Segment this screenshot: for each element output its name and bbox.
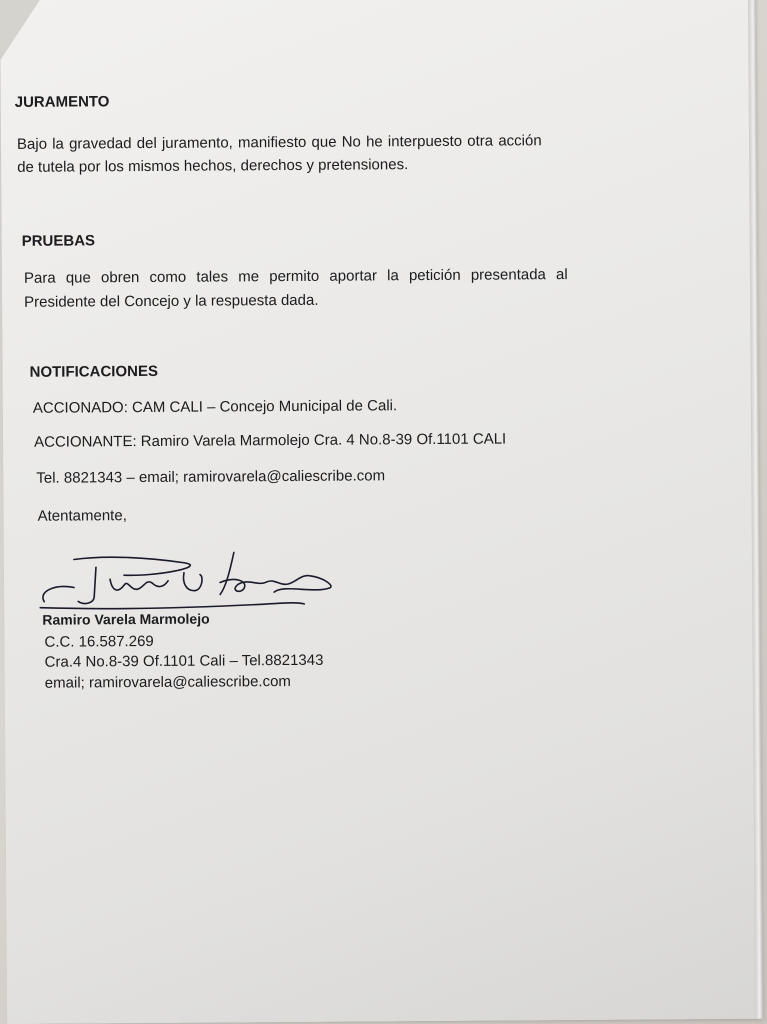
page-corner-fold — [0, 0, 40, 60]
signer-address: Cra.4 No.8-39 Of.1101 Cali – Tel.8821343 — [44, 651, 324, 671]
pruebas-line-1: Para que obren como tales me permito aportar la petición presentada al — [23, 266, 568, 287]
signer-email: email; ramirovarela@caliescribe.com — [44, 672, 291, 692]
pruebas-line-2: Presidente del Concejo y la respuesta dada. — [24, 291, 319, 311]
pruebas-heading: PRUEBAS — [21, 232, 96, 250]
contact-line: Tel. 8821343 – email; ramirovarela@caliescribe.com — [36, 467, 386, 487]
juramento-line-1: Bajo la gravedad del juramento, manifiesto que No he interpuesto otra acción — [16, 132, 542, 153]
juramento-line-2: de tutela por los mismos hechos, derechos y pretensiones. — [17, 156, 409, 176]
accionante-line: ACCIONANTE: Ramiro Varela Marmolejo Cra. 4 No.8-39 Of.1101 CALI — [34, 430, 507, 451]
accionado-line: ACCIONADO: CAM CALI – Concejo Municipal de Cali. — [32, 397, 398, 417]
signer-cc: C.C. 16.587.269 — [44, 632, 154, 651]
closing-text: Atentamente, — [37, 507, 127, 525]
juramento-heading: JURAMENTO — [14, 93, 110, 111]
notificaciones-heading: NOTIFICACIONES — [29, 362, 158, 381]
signer-name: Ramiro Varela Marmolejo — [42, 610, 210, 628]
